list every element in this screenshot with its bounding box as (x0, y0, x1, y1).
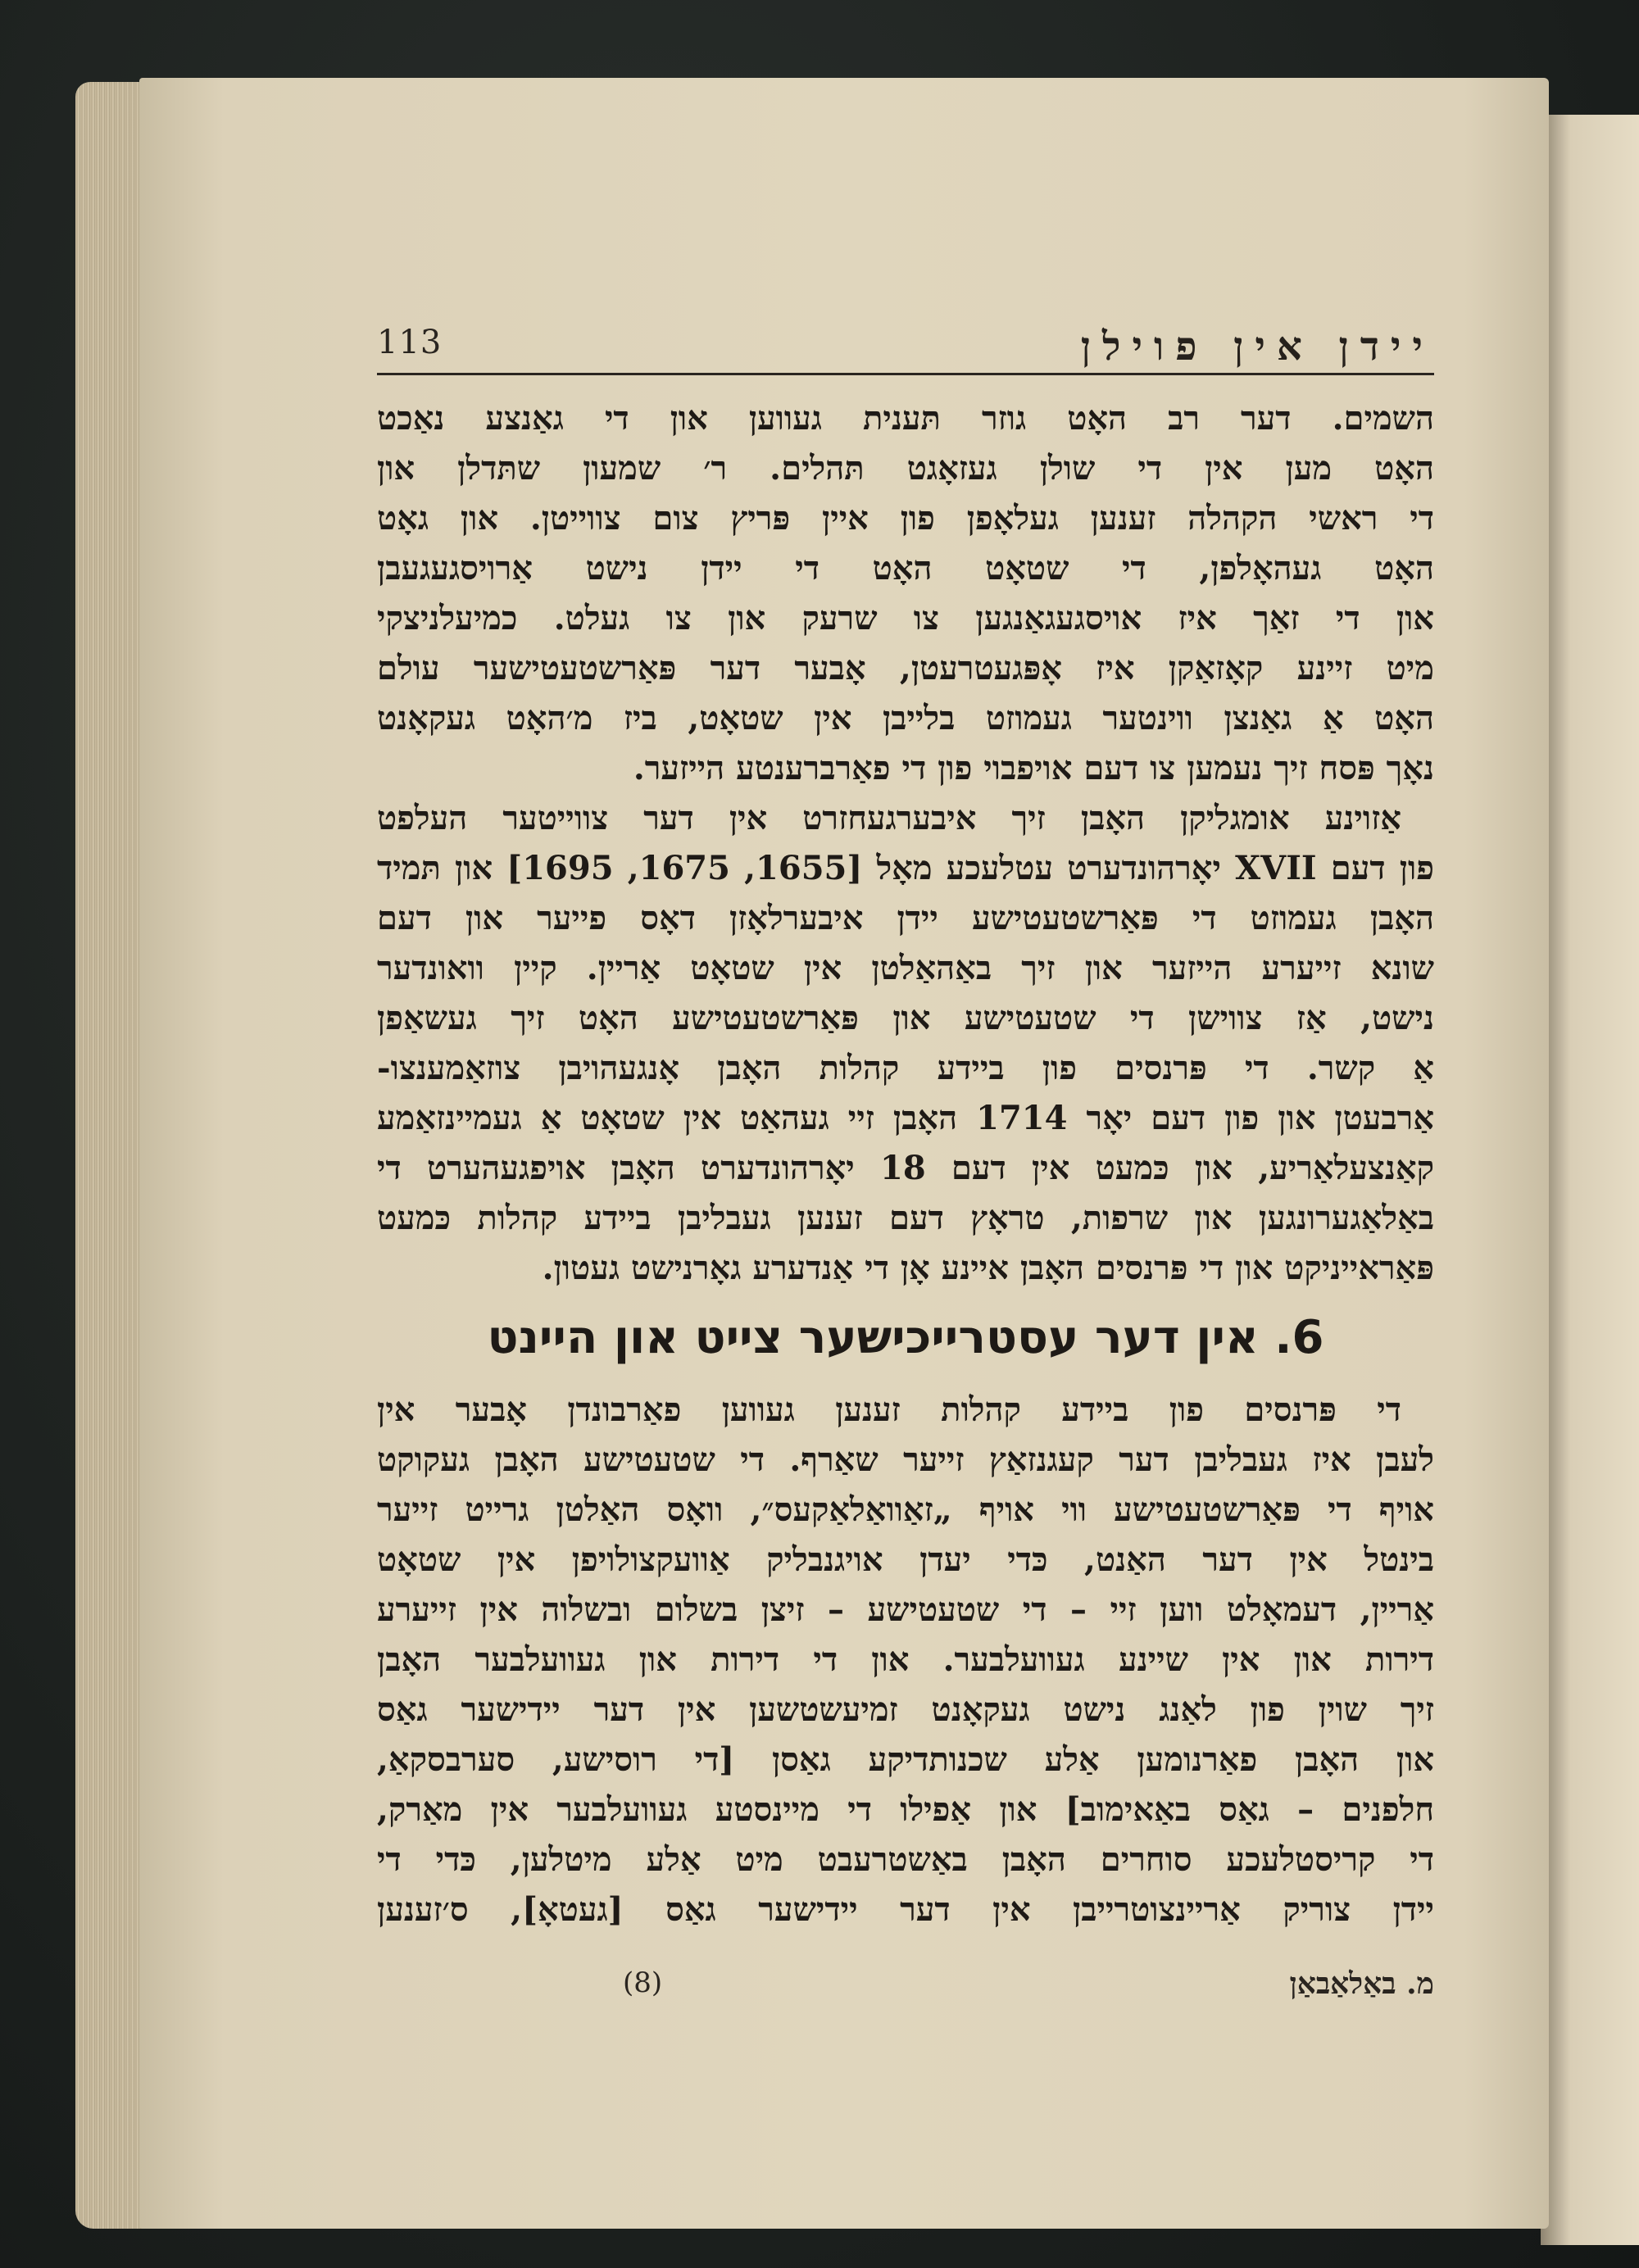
text-line: די קריסטלעכע סוחרים האָבן באַשטרעבט מיט אַלע מיטלען, כּדי די (377, 1840, 1434, 1879)
paragraph-3 (377, 1385, 1434, 1935)
page-number: 113 (377, 324, 443, 361)
text-line: די ראשי הקהלה זענען געלאָפן פון איין פּריץ צום צווייטן. און גאָט (377, 499, 1434, 538)
text-line: און די זאַך איז אויסגעגאַנגען צו שרעק און צו געלט. כמיעלניצקי (377, 599, 1434, 637)
paragraph-1 (377, 393, 1434, 793)
paragraph-2 (377, 793, 1434, 1293)
text-line: בינטל אין דער האַנט, כּדי יעדן אויגנבליק אַוועקצולויפן אין שטאָט (377, 1540, 1434, 1579)
text-line: אַ קשר. די פּרנסים פון ביידע קהלות האָבן אָנגעהויבן צוזאַמענצו- (377, 1049, 1434, 1087)
text-line: פון דעם XVII יאָרהונדערט עטלעכע מאָל [1655, 1675, 1695] און תּמיד (377, 849, 1434, 887)
footer-signature-mark: (8) (623, 1966, 663, 1999)
text-line: אויף די פּאַרשטעטישע ווי אויף „זאַוואַלאַקעס״, וואָס האַלטן גרייט זייער (377, 1490, 1434, 1529)
text-line: אַרבעטן און פון דעם יאָר 1714 האָבן זיי געהאַט אין שטאָט אַ געמיינזאַמע (377, 1099, 1435, 1137)
text-line: לעבן איז געבליבן דער קעגנזאַץ זייער שאַרף. די שטעטישע האָבן געקוקט (377, 1440, 1434, 1479)
section-heading: 6. אין דער עסטרייכישער צייט און היינט (487, 1311, 1324, 1364)
text-line: באַלאַגערונגען און שרפות, טראָץ דעם זענען געבליבן ביידע קהלות כּמעט (377, 1199, 1434, 1237)
text-line: האָט אַ גאַנצן ווינטער געמוזט בלייבן אין שטאָט, ביז מ׳האָט געקאָנט (377, 699, 1434, 737)
text-line: נאָך פּסח זיך נעמען צו דעם אויפבוי פון די פאַרברענטע הייזער. (633, 749, 1434, 787)
text-line: אַריין, דעמאָלט ווען זיי – די שטעטישע – זיצן בשלום ובשלוה אין זייערע (377, 1590, 1434, 1629)
running-title: יידן אין פוילן (1080, 324, 1434, 370)
text-line: נישט, אַז צווישן די שטעטישע און פּאַרשטעטישע האָט זיך געשאַפן (377, 999, 1434, 1037)
text-line: און האָבן פאַרנומען אַלע שכנותדיקע גאַסן [די רוסישע, סערבסקאַ, (377, 1740, 1434, 1779)
text-line: מיט זיינע קאָזאַקן איז אָפּגעטרעטן, אָבער דער פּאַרשטעטישער עולם (377, 649, 1434, 687)
text-line: שונא זייערע הייזער און זיך באַהאַלטן אין שטאָט אַריין. קיין וואונדער (377, 949, 1434, 987)
footer-author: מ. באַלאַבאַן (1289, 1966, 1434, 2001)
text-line: האָט געהאָלפן, די שטאָט האָט די יידן נישט אַרויסגעגעבן (377, 549, 1434, 587)
text-line: יידן צוריק אַריינצוטרייבן אין דער יידישער גאַס [געטאָ], ס׳זענען (377, 1890, 1434, 1929)
text-line: האָבן געמוזט די פּאַרשטעטישע יידן איבערלאָזן דאָס פייער און דעם (377, 899, 1434, 937)
text-line: די פּרנסים פון ביידע קהלות זענען געווען פאַרבונדן אָבער אין (377, 1390, 1401, 1429)
body-text-top (377, 393, 1434, 1293)
text-line: זיך שוין פון לאַנג נישט געקאָנט זמיעשטשען אין דער יידישער גאַס (377, 1690, 1434, 1729)
next-page-edge (1541, 115, 1639, 2245)
header-rule (377, 373, 1434, 375)
text-line: האָט מען אין די שולן געזאָגט תּהלים. ר׳ שמעון שתּדלן און (377, 449, 1434, 488)
text-line: אַזוינע אומגליקן האָבן זיך איבערגעחזרט אין דער צווייטער העלפט (377, 799, 1401, 837)
text-line: השמים. דער רב האָט גוזר תּענית געווען און די גאַנצע נאַכט (377, 399, 1434, 438)
text-line: קאַנצעלאַריע, און כּמעט אין דעם 18 יאָרהונדערט האָבן אויפגעהערט די (377, 1149, 1434, 1187)
text-line: דירות און אין שיינע געוועלבער. און די דירות און געוועלבער האָבן (377, 1640, 1434, 1679)
text-line: פּאַראייניקט און די פּרנסים האָבן איינע אָן די אַנדערע גאָרנישט געטון. (542, 1249, 1434, 1287)
page-header (377, 324, 1434, 373)
text-line: חלפנים – גאַס באַאימוב] און אַפילו די מיינסטע געוועלבער אין מאַרק, (377, 1790, 1434, 1829)
body-text-bottom (377, 1385, 1434, 1935)
